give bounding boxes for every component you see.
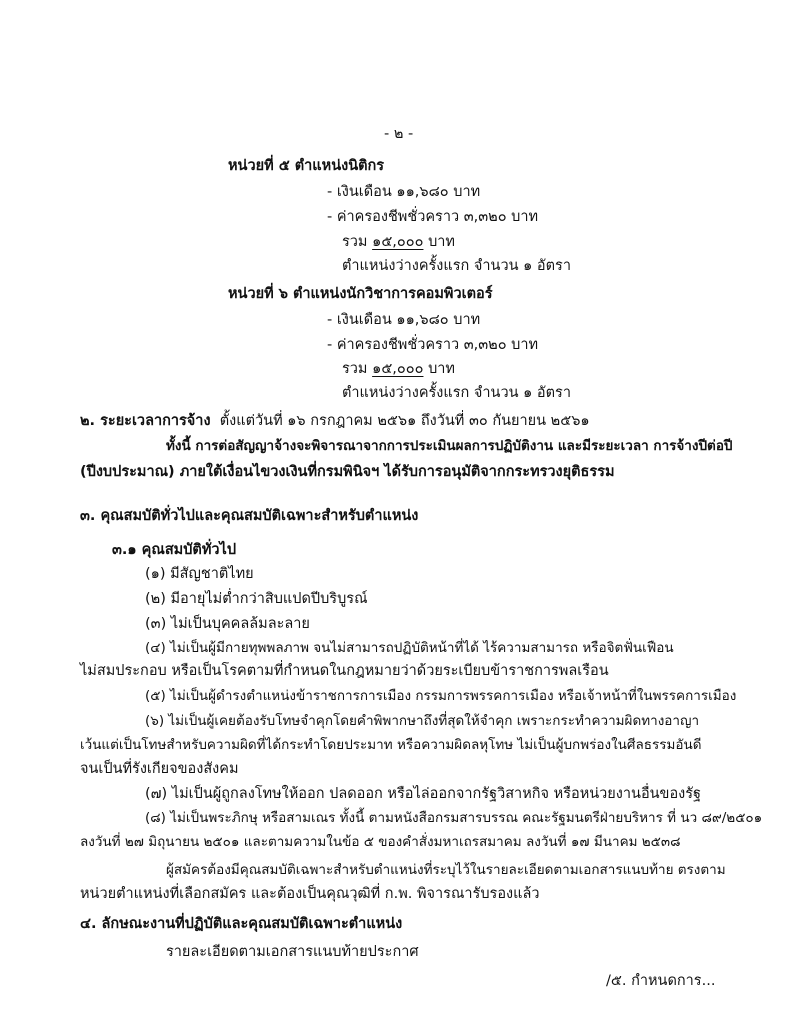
unit5-total-prefix: รวม	[342, 234, 368, 250]
qualification-item: (๔) ไม่เป็นผู้มีกายทุพพลภาพ จนไม่สามารถปฏิบัติหน้าที่ได้ ไร้ความสามารถ หรือจิตฟั่นเฟือน	[145, 640, 674, 656]
page-number: - ๒ -	[384, 126, 414, 142]
qualification-item: (๗) ไม่เป็นผู้ถูกลงโทษให้ออก ปลดออก หรือไล่ออกจากรัฐวิสาหกิจ หรือหน่วยงานอื่นของรัฐ	[145, 786, 702, 802]
continuation-note: /๕. กำหนดการ...	[606, 973, 716, 989]
unit6-total-suffix: บาท	[428, 361, 455, 377]
qualification-item: (๓) ไม่เป็นบุคคลล้มละลาย	[145, 616, 310, 632]
unit6-allowance: - ค่าครองชีพชั่วคราว ๓,๓๒๐ บาท	[327, 337, 539, 353]
section3-sub-heading: ๓.๑ คุณสมบัติทั่วไป	[112, 542, 237, 558]
section2-period: ตั้งแต่วันที่ ๑๖ กรกฎาคม ๒๕๖๑ ถึงวันที่ ๓๐ กันยายน ๒๕๖๑	[219, 413, 590, 429]
section2-line	[80, 411, 590, 431]
qualification-item: (๕) ไม่เป็นผู้ดำรงตำแหน่งข้าราชการการเมือง กรรมการพรรคการเมือง หรือเจ้าหน้าที่ในพรรคการเมือง	[145, 688, 737, 704]
section4-detail: รายละเอียดตามเอกสารแนบท้ายประกาศ	[166, 944, 419, 960]
qualification-item: (๑) มีสัญชาติไทย	[145, 566, 254, 582]
unit6-total-amount: ๑๕,๐๐๐	[372, 361, 424, 377]
section2-note-line1: ทั้งนี้ การต่อสัญญาจ้างจะพิจารณาจากการประเมินผลการปฏิบัติงาน และมีระยะเวลา การจ้างปีต่อปี	[166, 438, 733, 454]
unit5-allowance: - ค่าครองชีพชั่วคราว ๓,๓๒๐ บาท	[327, 209, 539, 225]
unit5-vacancy: ตำแหน่งว่างครั้งแรก จำนวน ๑ อัตรา	[342, 258, 571, 274]
unit5-total-amount: ๑๕,๐๐๐	[372, 234, 424, 250]
section3-specific-line2: หน่วยตำแหน่งที่เลือกสมัคร และต้องเป็นคุณวุฒิที่ ก.พ. พิจารณารับรองแล้ว	[80, 886, 540, 902]
qualification-item: (๒) มีอายุไม่ต่ำกว่าสิบแปดปีบริบูรณ์	[145, 591, 368, 607]
unit6-salary: - เงินเดือน ๑๑,๖๘๐ บาท	[327, 312, 481, 328]
qualification-item: เว้นแต่เป็นโทษสำหรับความผิดที่ได้กระทำโดยประมาท หรือความผิดลหุโทษ ไม่เป็นผู้บกพร่องในศีลธรรมอันดี	[80, 737, 702, 753]
qualification-item: (๘) ไม่เป็นพระภิกษุ หรือสามเณร ทั้งนี้ ตามหนังสือกรมสารบรรณ คณะรัฐมนตรีฝ่ายบริหาร ที่ นว ๘๙/๒๕๐๑	[145, 810, 763, 826]
unit5-total-suffix: บาท	[428, 234, 455, 250]
unit6-total	[342, 359, 455, 379]
qualification-item: ไม่สมประกอบ หรือเป็นโรคตามที่กำหนดในกฎหมายว่าด้วยระเบียบข้าราชการพลเรือน	[80, 663, 609, 679]
section3-specific-line1: ผู้สมัครต้องมีคุณสมบัติเฉพาะสำหรับตำแหน่งที่ระบุไว้ในรายละเอียดตามเอกสารแนบท้าย ตรงตาม	[166, 862, 726, 878]
unit6-vacancy: ตำแหน่งว่างครั้งแรก จำนวน ๑ อัตรา	[342, 385, 571, 401]
unit5-total	[342, 232, 455, 252]
section3-heading: ๓. คุณสมบัติทั่วไปและคุณสมบัติเฉพาะสำหรับตำแหน่ง	[80, 508, 419, 524]
section2-note-line2: (ปีงบประมาณ) ภายใต้เงื่อนไขวงเงินที่กรมพินิจฯ ได้รับการอนุมัติจากกระทรวงยุติธรรม	[80, 464, 615, 480]
section2-heading: ๒. ระยะเวลาการจ้าง	[80, 413, 211, 429]
unit5-salary: - เงินเดือน ๑๑,๖๘๐ บาท	[327, 184, 481, 200]
qualification-item: จนเป็นที่รังเกียจของสังคม	[80, 761, 239, 777]
qualification-item: ลงวันที่ ๒๗ มิถุนายน ๒๕๐๑ และตามความในข้อ ๕ ของคำสั่งมหาเถรสมาคม ลงวันที่ ๑๗ มีนาคม ๒๕๓๘	[80, 834, 681, 850]
section4-heading: ๔. ลักษณะงานที่ปฏิบัติและคุณสมบัติเฉพาะตำแหน่ง	[80, 916, 403, 932]
qualification-item: (๖) ไม่เป็นผู้เคยต้องรับโทษจำคุกโดยคำพิพากษาถึงที่สุดให้จำคุก เพราะกระทำความผิดทางอาญา	[145, 713, 700, 729]
unit5-heading: หน่วยที่ ๕ ตำแหน่งนิติกร	[228, 158, 385, 174]
unit6-heading: หน่วยที่ ๖ ตำแหน่งนักวิชาการคอมพิวเตอร์	[228, 286, 493, 302]
unit6-total-prefix: รวม	[342, 361, 368, 377]
